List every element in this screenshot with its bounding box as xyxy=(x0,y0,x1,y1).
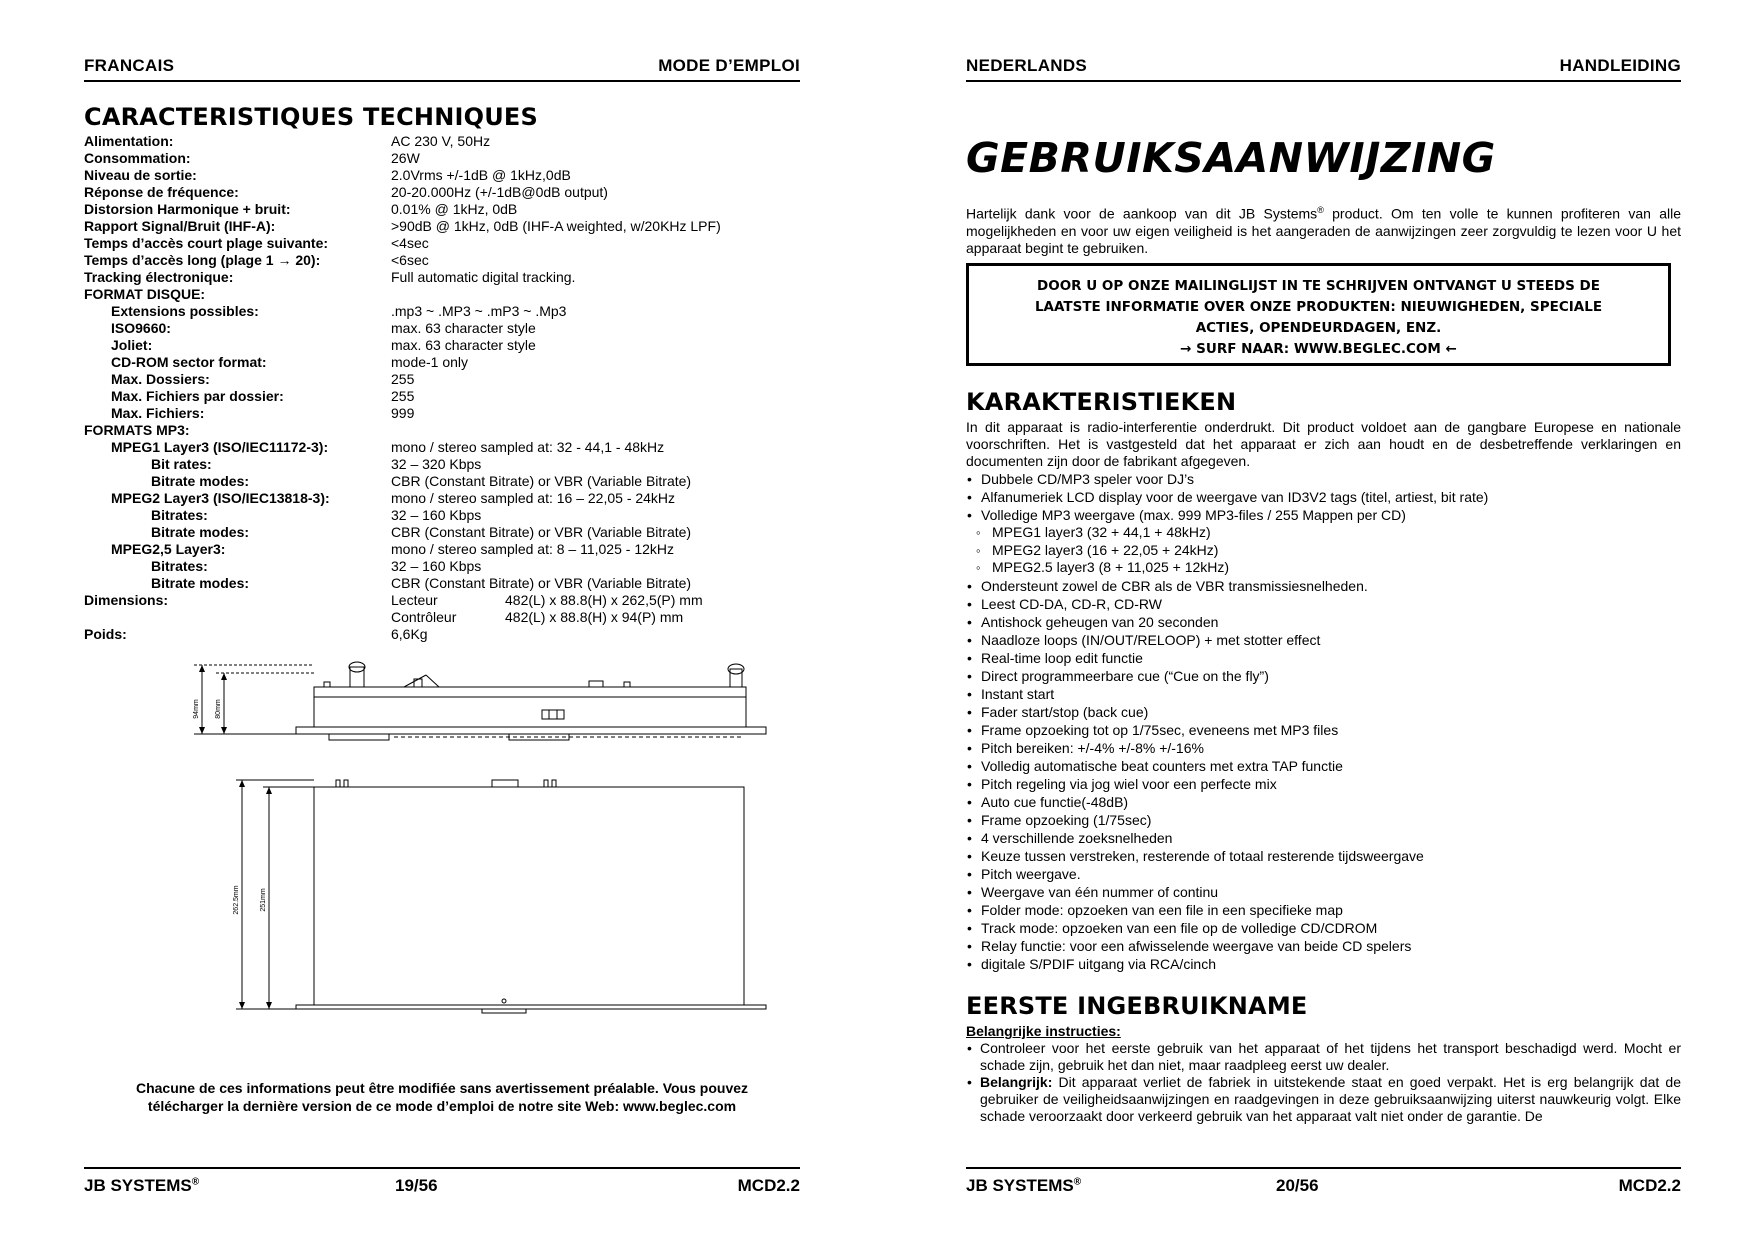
spec-row xyxy=(84,592,784,609)
spec-value: mono / stereo sampled at: 32 - 44,1 - 48kHz xyxy=(391,439,665,455)
spec-value: mode-1 only xyxy=(391,354,469,370)
feature-item: • Leest CD-DA, CD-R, CD-RW xyxy=(966,595,1681,613)
spec-label: Bitrates: xyxy=(151,507,208,523)
page-footer xyxy=(84,1167,800,1201)
features-intro: In dit apparaat is radio-interferentie onderdrukt. Dit product voldoet aan de gangbare Europese en nationale voorschriften. Het is vastgesteld dat het apparaat er zich aan houdt en de desbetreffende verklaringen en documenten zijn door de fabrikant afgegeven. xyxy=(966,419,1681,469)
spec-label: Max. Dossiers: xyxy=(111,371,210,387)
spec-value: <4sec xyxy=(391,235,429,251)
box-line-3: ACTIES, OPENDEURDAGEN, ENZ. xyxy=(1195,320,1442,336)
spec-label: Réponse de fréquence: xyxy=(84,184,239,200)
spec-label: Tracking électronique: xyxy=(84,269,234,285)
spec-row xyxy=(84,575,784,592)
feature-item: • Volledige MP3 weergave (max. 999 MP3-files / 255 Mappen per CD) xyxy=(966,506,1681,524)
spec-row xyxy=(84,286,784,303)
spec-value: 20-20.000Hz (+/-1dB@0dB output) xyxy=(391,184,608,200)
feature-item: • Fader start/stop (back cue) xyxy=(966,703,1681,721)
dim-label-251: 251mm xyxy=(260,888,267,912)
disclaimer-note xyxy=(84,1079,800,1115)
page-number: 19/56 xyxy=(395,1176,438,1195)
spec-row xyxy=(84,609,784,626)
mp3-format-item: ◦ MPEG2.5 layer3 (8 + 11,025 + 12kHz) xyxy=(966,559,1681,577)
spec-row xyxy=(84,150,784,167)
spec-label: Max. Fichiers: xyxy=(111,405,205,421)
dim-label-80: 80mm xyxy=(215,699,222,719)
spec-value: >90dB @ 1kHz, 0dB (IHF-A weighted, w/20KHz LPF) xyxy=(391,218,721,234)
language-label: FRANCAIS xyxy=(84,56,175,75)
spec-value: 0.01% @ 1kHz, 0dB xyxy=(391,201,518,217)
footer-brand: JB SYSTEMS® xyxy=(84,1176,200,1195)
first-use-section xyxy=(966,992,1681,1125)
spec-label: Alimentation: xyxy=(84,133,174,149)
feature-item: • digitale S/PDIF uitgang via RCA/cinch xyxy=(966,955,1681,973)
spec-row xyxy=(84,184,784,201)
spec-row xyxy=(84,558,784,575)
spec-value: Lecteur xyxy=(391,592,438,608)
box-line-2: LAATSTE INFORMATIE OVER ONZE PRODUKTEN: NIEUWIGHEDEN, SPECIALE xyxy=(1034,299,1603,315)
manual-label: HANDLEIDING xyxy=(1559,56,1681,75)
feature-item: • Track mode: opzoeken van een file op de volledige CD/CDROM xyxy=(966,919,1681,937)
left-page xyxy=(84,0,800,1240)
right-page xyxy=(966,0,1681,1240)
spec-value: CBR (Constant Bitrate) or VBR (Variable Bitrate) xyxy=(391,524,692,540)
mp3-format-item: ◦ MPEG2 layer3 (16 + 22,05 + 24kHz) xyxy=(966,542,1681,560)
spec-row xyxy=(84,269,784,286)
page-footer xyxy=(966,1167,1681,1201)
disclaimer-line-2: télécharger la dernière version de ce mode d’emploi de notre site Web: www.beglec.com xyxy=(147,1098,737,1114)
spec-label: Dimensions: xyxy=(84,592,169,608)
spec-value: 32 – 160 Kbps xyxy=(391,507,482,523)
feature-item: • Frame opzoeking (1/75sec) xyxy=(966,811,1681,829)
spec-row xyxy=(84,524,784,541)
spec-value: .mp3 ~ .MP3 ~ .mP3 ~ .Mp3 xyxy=(391,303,567,319)
spec-label: Poids: xyxy=(84,626,127,642)
section-title: CARACTERISTIQUES TECHNIQUES xyxy=(84,103,538,131)
feature-item: • Keuze tussen verstreken, resterende of totaal resterende tijdsweergave xyxy=(966,847,1681,865)
spec-value: max. 63 character style xyxy=(391,320,536,336)
spec-value: 32 – 160 Kbps xyxy=(391,558,482,574)
spec-value: 999 xyxy=(391,405,415,421)
intro-paragraph: Hartelijk dank voor de aankoop van dit JB Systems® product. Om ten volle te kunnen profiteren van alle mogelijkheden en voor uw eigen veiligheid is het aangeraden de aanwijzingen zeer zorgvuldig te lezen voor U het apparaat begint te gebruiken. xyxy=(966,205,1681,256)
spec-value: 6,6Kg xyxy=(391,626,428,642)
spec-label: Bitrate modes: xyxy=(151,524,250,540)
spec-value: CBR (Constant Bitrate) or VBR (Variable Bitrate) xyxy=(391,473,692,489)
spec-label: Bit rates: xyxy=(151,456,212,472)
spec-value: max. 63 character style xyxy=(391,337,536,353)
spec-value: mono / stereo sampled at: 16 – 22,05 - 24kHz xyxy=(391,490,676,506)
feature-item: • Pitch regeling via jog wiel voor een perfecte mix xyxy=(966,775,1681,793)
spec-label: Bitrate modes: xyxy=(151,575,250,591)
spec-label: Temps d’accès court plage suivante: xyxy=(84,235,329,251)
spec-row xyxy=(84,422,784,439)
spec-value-detail: 482(L) x 88.8(H) x 262,5(P) mm xyxy=(505,592,703,608)
spec-value: 26W xyxy=(391,150,420,166)
feature-item: • Antishock geheugen van 20 seconden xyxy=(966,613,1681,631)
spec-row xyxy=(84,473,784,490)
spec-row xyxy=(84,405,784,422)
footer-model: MCD2.2 xyxy=(737,1176,800,1195)
feature-item: • Frame opzoeking tot op 1/75sec, eveneens met MP3 files xyxy=(966,721,1681,739)
features-title: KARAKTERISTIEKEN xyxy=(966,388,1237,416)
spec-value: CBR (Constant Bitrate) or VBR (Variable Bitrate) xyxy=(391,575,692,591)
feature-item: • Auto cue functie(-48dB) xyxy=(966,793,1681,811)
spec-row xyxy=(84,201,784,218)
feature-item: • Folder mode: opzoeken van een file in een specifieke map xyxy=(966,901,1681,919)
spec-label: Max. Fichiers par dossier: xyxy=(111,388,284,404)
features-section xyxy=(966,388,1681,973)
feature-item: • Real-time loop edit functie xyxy=(966,649,1681,667)
spec-label: FORMAT DISQUE: xyxy=(84,286,206,302)
instruction-item: • Belangrijk: Dit apparaat verliet de fabriek in uitstekende staat en goed verpakt. Het is erg belangrijk dat de gebruiker de veiligheidsaanwijzingen en raadgevingen in deze gebruiksaanwijzing uiterst nauwkeurig volgt. Elke schade veroorzaakt door verkeerd gebruik van het apparaat valt niet onder de garantie. De xyxy=(966,1074,1681,1125)
important-label: Belangrijke instructies: xyxy=(966,1023,1121,1039)
feature-item: • 4 verschillende zoeksnelheden xyxy=(966,829,1681,847)
first-use-title: EERSTE INGEBRUIKNAME xyxy=(966,992,1308,1020)
disclaimer-line-1: Chacune de ces informations peut être modifiée sans avertissement préalable. Vous pouvez xyxy=(135,1080,749,1096)
feature-item: • Alfanumeriek LCD display voor de weergave van ID3V2 tags (titel, artiest, bit rate) xyxy=(966,488,1681,506)
spec-label: MPEG1 Layer3 (ISO/IEC11172-3): xyxy=(111,439,329,455)
spec-value: 255 xyxy=(391,371,415,387)
spec-value: 2.0Vrms +/-1dB @ 1kHz,0dB xyxy=(391,167,571,183)
spec-label: Rapport Signal/Bruit (IHF-A): xyxy=(84,218,276,234)
spec-label: ISO9660: xyxy=(111,320,171,336)
spec-label: Joliet: xyxy=(111,337,153,353)
spec-row xyxy=(84,541,784,558)
spec-label: Distorsion Harmonique + bruit: xyxy=(84,201,291,217)
spec-row xyxy=(84,507,784,524)
spec-row xyxy=(84,371,784,388)
footer-model: MCD2.2 xyxy=(1618,1176,1681,1195)
spec-label: MPEG2,5 Layer3: xyxy=(111,541,226,557)
dim-label-262: 262.5mm xyxy=(233,885,240,915)
features-list-continued xyxy=(966,577,1681,973)
spec-value: 32 – 320 Kbps xyxy=(391,456,482,472)
spec-row xyxy=(84,456,784,473)
spec-value: Full automatic digital tracking. xyxy=(391,269,576,285)
spec-row xyxy=(84,133,784,150)
feature-item: • Dubbele CD/MP3 speler voor DJ’s xyxy=(966,470,1681,488)
spec-label: Consommation: xyxy=(84,150,191,166)
feature-item: • Relay functie: voor een afwisselende weergave van beide CD spelers xyxy=(966,937,1681,955)
spec-list xyxy=(84,133,784,643)
spec-row xyxy=(84,218,784,235)
spec-row xyxy=(84,388,784,405)
instruction-item: • Controleer voor het eerste gebruik van het apparaat of het tijdens het transport beschadigd werd. Mocht er schade zijn, gebruik het dan niet, maar raadpleeg eerst uw dealer. xyxy=(966,1040,1681,1074)
feature-item: • Naadloze loops (IN/OUT/RELOOP) + met stotter effect xyxy=(966,631,1681,649)
spec-row xyxy=(84,320,784,337)
spec-label: MPEG2 Layer3 (ISO/IEC13818-3): xyxy=(111,490,330,506)
spec-row xyxy=(84,235,784,252)
spec-row xyxy=(84,337,784,354)
spec-row xyxy=(84,354,784,371)
spec-label: FORMATS MP3: xyxy=(84,422,190,438)
spec-row xyxy=(84,626,784,643)
feature-item: • Volledig automatische beat counters met extra TAP functie xyxy=(966,757,1681,775)
mailing-list-box xyxy=(966,263,1671,366)
feature-item: • Pitch bereiken: +/-4% +/-8% +/-16% xyxy=(966,739,1681,757)
spec-label: Bitrates: xyxy=(151,558,208,574)
box-line-1: DOOR U OP ONZE MAILINGLIJST IN TE SCHRIJVEN ONTVANGT U STEEDS DE xyxy=(1037,278,1600,294)
spec-row xyxy=(84,252,784,269)
spec-label: CD-ROM sector format: xyxy=(111,354,267,370)
spec-value: AC 230 V, 50Hz xyxy=(391,133,491,149)
spec-value: 255 xyxy=(391,388,415,404)
feature-item: • Pitch weergave. xyxy=(966,865,1681,883)
spec-value: mono / stereo sampled at: 8 – 11,025 - 12kHz xyxy=(391,541,675,557)
footer-brand: JB SYSTEMS® xyxy=(966,1176,1082,1195)
features-list xyxy=(966,470,1681,524)
feature-item: • Direct programmeerbare cue (“Cue on the fly”) xyxy=(966,667,1681,685)
spec-row xyxy=(84,167,784,184)
spec-row xyxy=(84,490,784,507)
dim-label-94: 94mm xyxy=(193,699,200,719)
dimension-drawing xyxy=(164,655,804,1065)
spec-value: Contrôleur xyxy=(391,609,457,625)
spec-label: Extensions possibles: xyxy=(111,303,259,319)
spec-value-detail: 482(L) x 88.8(H) x 94(P) mm xyxy=(505,609,684,625)
feature-item: • Ondersteunt zowel de CBR als de VBR transmissiesnelheden. xyxy=(966,577,1681,595)
spec-row xyxy=(84,303,784,320)
spec-row xyxy=(84,439,784,456)
mp3-format-item: ◦ MPEG1 layer3 (32 + 44,1 + 48kHz) xyxy=(966,524,1681,542)
website-link[interactable]: → SURF NAAR: WWW.BEGLEC.COM ← xyxy=(1180,341,1457,357)
instructions-list xyxy=(966,1040,1681,1125)
language-label: NEDERLANDS xyxy=(966,56,1088,75)
spec-label: Bitrate modes: xyxy=(151,473,250,489)
spec-label: Temps d’accès long (plage 1 → 20): xyxy=(84,252,321,268)
feature-item: • Weergave van één nummer of continu xyxy=(966,883,1681,901)
manual-label: MODE D’EMPLOI xyxy=(658,56,800,75)
page-header xyxy=(966,54,1681,82)
page-header xyxy=(84,54,800,82)
mp3-formats-list xyxy=(966,524,1681,577)
page-number: 20/56 xyxy=(1276,1176,1319,1195)
spec-label: Niveau de sortie: xyxy=(84,167,197,183)
spec-value: <6sec xyxy=(391,252,429,268)
feature-item: • Instant start xyxy=(966,685,1681,703)
page-title: GEBRUIKSAANWIJZING xyxy=(966,134,1496,182)
